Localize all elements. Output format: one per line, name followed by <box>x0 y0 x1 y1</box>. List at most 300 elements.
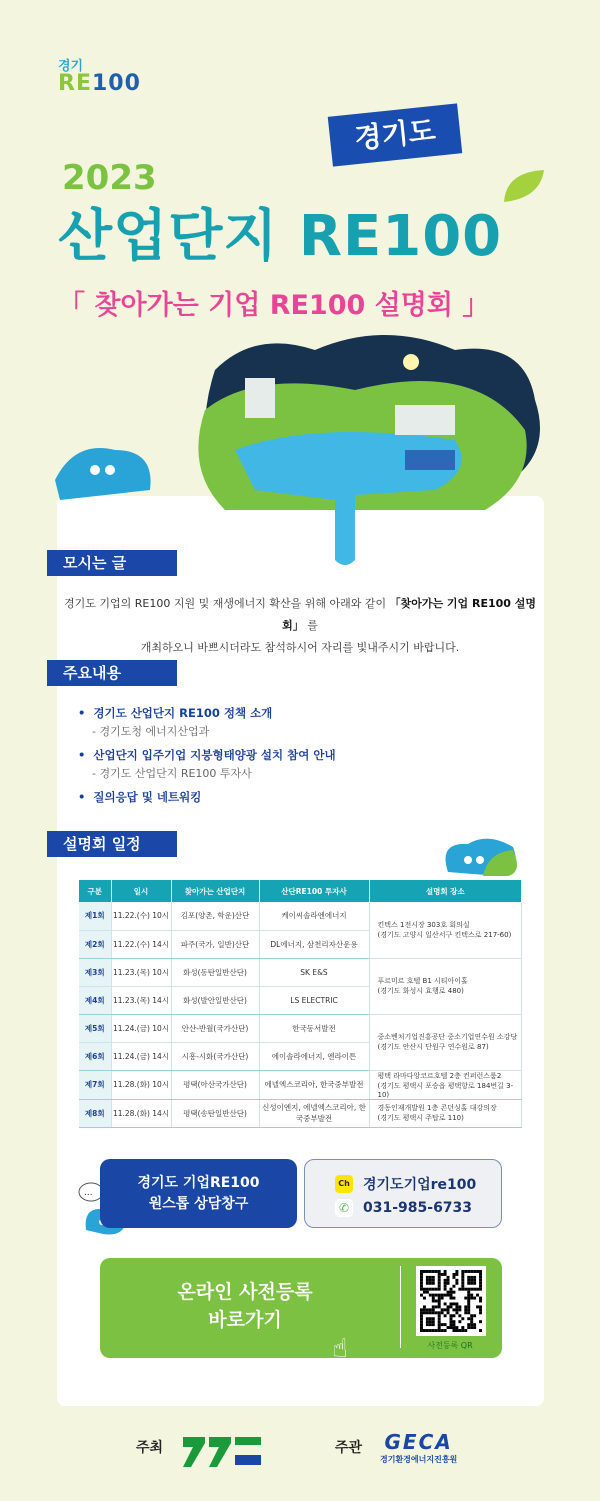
qr-module <box>452 1276 455 1279</box>
qr-module <box>479 1297 482 1300</box>
qr-module <box>438 1305 441 1308</box>
investor: LS ELECTRIC <box>259 986 369 1014</box>
qr-module <box>420 1320 423 1323</box>
item-detail: - 경기도청 에너지산업과 <box>92 725 210 738</box>
qr-module <box>458 1329 461 1332</box>
qr-module <box>464 1297 467 1300</box>
qr-module <box>455 1305 458 1308</box>
qr-module <box>458 1320 461 1323</box>
industrial-landscape-illustration <box>55 320 555 570</box>
venue-address: (경기도 고양시 일산서구 킨텍스로 217-60) <box>377 930 512 939</box>
qr-module <box>438 1300 441 1303</box>
session-datetime: 11.23.(목) 10시 <box>111 958 171 986</box>
year: 2023 <box>62 158 157 198</box>
chat-bubble-dots: ... <box>84 1188 93 1198</box>
phone-number: 031-985-6733 <box>363 1200 473 1216</box>
venue <box>369 1099 522 1127</box>
table-row <box>79 1014 522 1042</box>
qr-module <box>426 1308 429 1311</box>
subtitle: 「 찾아가는 기업 RE100 설명회 」 <box>58 290 490 321</box>
qr-module <box>455 1329 458 1332</box>
leaf-icon <box>500 168 546 204</box>
qr-module <box>467 1317 470 1320</box>
col-header: 구분 <box>79 880 111 902</box>
industrial-complex: 화성(발안일반산단) <box>171 986 259 1014</box>
gyeonggi-province-logo <box>183 1437 263 1467</box>
qr-module <box>420 1273 423 1276</box>
table-row <box>79 902 522 930</box>
qr-module <box>444 1308 447 1311</box>
qr-module <box>455 1326 458 1329</box>
logo-re: RE <box>58 71 92 96</box>
qr-module <box>470 1326 473 1329</box>
venue <box>369 902 522 958</box>
qr-module <box>479 1273 482 1276</box>
qr-module <box>467 1270 470 1273</box>
qr-module <box>470 1279 473 1282</box>
event-name: 「찾아가는 기업 RE100 설명회」 <box>282 597 537 632</box>
qr-module <box>438 1285 441 1288</box>
qr-module <box>464 1288 467 1291</box>
qr-module <box>429 1294 432 1297</box>
qr-module <box>441 1294 444 1297</box>
geca-logo <box>380 1430 457 1465</box>
session-number: 제6회 <box>79 1042 111 1070</box>
qr-module <box>470 1276 473 1279</box>
qr-module <box>450 1297 453 1300</box>
qr-module <box>447 1291 450 1294</box>
section-greeting-heading: 모시는 글 <box>47 550 177 576</box>
qr-module <box>467 1279 470 1282</box>
qr-module <box>429 1317 432 1320</box>
qr-module <box>420 1282 423 1285</box>
qr-module <box>447 1326 450 1329</box>
qr-module <box>450 1326 453 1329</box>
qr-module <box>452 1323 455 1326</box>
qr-module <box>450 1288 453 1291</box>
qr-module <box>479 1320 482 1323</box>
qr-module <box>452 1297 455 1300</box>
qr-module <box>447 1308 450 1311</box>
qr-module <box>438 1294 441 1297</box>
qr-module <box>470 1317 473 1320</box>
qr-module <box>432 1323 435 1326</box>
qr-module <box>450 1320 453 1323</box>
online-registration-button[interactable] <box>100 1258 502 1364</box>
session-number: 제5회 <box>79 1014 111 1042</box>
qr-module <box>452 1291 455 1294</box>
qr-module <box>461 1326 464 1329</box>
greeting-line2: 개최하오니 바쁘시더라도 참석하시어 자리를 빛내주시기 바랍니다. <box>140 641 460 654</box>
qr-module <box>444 1294 447 1297</box>
investor: 케이씨솔라엔에너지 <box>259 902 369 930</box>
qr-module <box>420 1314 423 1317</box>
qr-module <box>447 1294 450 1297</box>
kakao-channel-icon: Ch <box>335 1175 353 1193</box>
greeting-line1: 경기도 기업의 RE100 지원 및 재생에너지 확산을 위해 아래와 같이 <box>63 597 390 610</box>
qr-module <box>450 1323 453 1326</box>
qr-module <box>461 1276 464 1279</box>
session-number: 제4회 <box>79 986 111 1014</box>
qr-module <box>461 1270 464 1273</box>
investor: DL에너지, 삼천리자산운용 <box>259 930 369 958</box>
kakao-channel-name: 경기도기업re100 <box>363 1177 477 1193</box>
qr-module <box>435 1300 438 1303</box>
session-number: 제1회 <box>79 902 111 930</box>
qr-module <box>420 1311 423 1314</box>
qr-module <box>467 1291 470 1294</box>
qr-module <box>455 1273 458 1276</box>
qr-module <box>464 1305 467 1308</box>
qr-module <box>473 1282 476 1285</box>
qr-module <box>432 1305 435 1308</box>
geca-logo-mark: GECA <box>384 1430 453 1454</box>
venue <box>369 958 522 1014</box>
qr-module <box>455 1279 458 1282</box>
qr-module <box>467 1323 470 1326</box>
qr-module <box>444 1329 447 1332</box>
qr-module <box>432 1294 435 1297</box>
qr-module <box>438 1273 441 1276</box>
venue-address: (경기도 평택시 주탑로 110) <box>377 1114 464 1122</box>
session-number: 제2회 <box>79 930 111 958</box>
qr-module <box>435 1288 438 1291</box>
qr-module <box>444 1288 447 1291</box>
session-number: 제8회 <box>79 1099 111 1127</box>
qr-module <box>438 1288 441 1291</box>
qr-module <box>452 1326 455 1329</box>
qr-module <box>461 1317 464 1320</box>
qr-module <box>467 1302 470 1305</box>
qr-module <box>426 1276 429 1279</box>
phone-link[interactable] <box>335 1196 501 1220</box>
qr-module <box>470 1323 473 1326</box>
qr-module <box>444 1314 447 1317</box>
qr-module <box>435 1305 438 1308</box>
onestop-consult-desk-button[interactable] <box>100 1159 297 1228</box>
investor: 신성이엔지, 에넬엑스코리아, 한국중부발전 <box>259 1099 369 1127</box>
investor: 에이솔라에너지, 엔라이튼 <box>259 1042 369 1070</box>
qr-module <box>438 1297 441 1300</box>
item-title: • 산업단지 입주기업 지붕형태양광 설치 참여 안내 <box>78 747 336 763</box>
qr-module <box>479 1300 482 1303</box>
mascot-illustration <box>428 832 523 877</box>
qr-module <box>476 1305 479 1308</box>
col-header: 찾아가는 산업단지 <box>171 880 259 902</box>
qr-module <box>438 1323 441 1326</box>
session-number: 제3회 <box>79 958 111 986</box>
qr-module <box>438 1282 441 1285</box>
qr-module <box>452 1329 455 1332</box>
qr-module <box>444 1273 447 1276</box>
qr-module <box>450 1314 453 1317</box>
greeting-text <box>60 593 540 659</box>
qr-module <box>467 1276 470 1279</box>
item-title: • 질의응답 및 네트워킹 <box>78 789 336 805</box>
qr-module <box>458 1305 461 1308</box>
qr-module <box>426 1291 429 1294</box>
qr-module <box>420 1326 423 1329</box>
greeting-line1-end: 를 <box>303 619 318 632</box>
list-item <box>78 747 336 781</box>
qr-module <box>452 1320 455 1323</box>
logo-mark <box>58 73 141 95</box>
qr-module <box>426 1288 429 1291</box>
qr-module <box>464 1329 467 1332</box>
qr-module <box>470 1320 473 1323</box>
qr-module <box>467 1326 470 1329</box>
qr-module <box>447 1279 450 1282</box>
qr-module <box>467 1294 470 1297</box>
kakao-channel-link[interactable] <box>335 1172 501 1196</box>
industrial-complex: 평택(송탄일반산단) <box>171 1099 259 1127</box>
qr-module <box>473 1297 476 1300</box>
qr-module <box>461 1279 464 1282</box>
session-datetime: 11.22.(수) 14시 <box>111 930 171 958</box>
qr-module <box>450 1291 453 1294</box>
qr-module <box>432 1300 435 1303</box>
qr-module <box>461 1329 464 1332</box>
qr-module <box>423 1270 426 1273</box>
session-datetime: 11.28.(화) 10시 <box>111 1070 171 1099</box>
qr-module <box>447 1276 450 1279</box>
qr-module <box>423 1308 426 1311</box>
qr-module <box>470 1297 473 1300</box>
qr-module <box>473 1326 476 1329</box>
venue <box>369 1014 522 1070</box>
qr-module <box>429 1288 432 1291</box>
col-header: 설명회 장소 <box>369 880 522 902</box>
qr-module <box>470 1270 473 1273</box>
industrial-complex: 김포(양촌, 학운)산단 <box>171 902 259 930</box>
qr-module <box>470 1282 473 1285</box>
industrial-complex: 화성(동탄일반산단) <box>171 958 259 986</box>
qr-module <box>467 1288 470 1291</box>
qr-module <box>467 1311 470 1314</box>
hand-pointer-icon: ☝ <box>332 1334 348 1364</box>
qr-module <box>455 1270 458 1273</box>
venue-address: (경기도 안산시 단원구 연수원로 87) <box>377 1043 489 1051</box>
qr-module <box>479 1329 482 1332</box>
venue-name: 킨텍스 1전시장 303호 회의실 <box>377 920 470 929</box>
qr-module <box>426 1323 429 1326</box>
qr-module <box>470 1288 473 1291</box>
qr-module <box>479 1311 482 1314</box>
table-row <box>79 958 522 986</box>
qr-module <box>435 1311 438 1314</box>
qr-module <box>438 1270 441 1273</box>
qr-module <box>479 1282 482 1285</box>
qr-module <box>420 1329 423 1332</box>
organizer-name: 경기환경에너지진흥원 <box>380 1455 458 1464</box>
schedule-table <box>79 880 522 1128</box>
qr-module <box>455 1282 458 1285</box>
qr-module <box>461 1285 464 1288</box>
qr-label: 사전등록 QR <box>427 1341 473 1350</box>
qr-module <box>444 1285 447 1288</box>
phone-icon: ✆ <box>335 1199 353 1217</box>
qr-module <box>420 1294 423 1297</box>
qr-module <box>479 1305 482 1308</box>
qr-module <box>461 1288 464 1291</box>
qr-module <box>432 1308 435 1311</box>
qr-module <box>476 1288 479 1291</box>
qr-module <box>467 1300 470 1303</box>
venue-name: 중소벤처기업진흥공단 중소기업연수원 소강당 <box>377 1033 518 1041</box>
logo-text: 경기 <box>58 59 84 74</box>
qr-module <box>438 1320 441 1323</box>
qr-module <box>450 1294 453 1297</box>
qr-module <box>438 1279 441 1282</box>
qr-module <box>450 1302 453 1305</box>
qr-module <box>458 1308 461 1311</box>
qr-module <box>450 1305 453 1308</box>
qr-module <box>479 1279 482 1282</box>
qr-module <box>429 1276 432 1279</box>
qr-module <box>447 1305 450 1308</box>
qr-module <box>432 1279 435 1282</box>
page-title: 산업단지 RE100 <box>58 204 503 269</box>
qr-module <box>435 1294 438 1297</box>
venue <box>369 1070 522 1099</box>
qr-module <box>420 1317 423 1320</box>
qr-module <box>473 1288 476 1291</box>
host-label: 주최 <box>136 1440 164 1456</box>
venue-name: 경동인재개발원 1층 콘던싱홀 대강의장 <box>377 1104 497 1112</box>
qr-module <box>452 1314 455 1317</box>
industrial-complex: 안산-반월(국가산단) <box>171 1014 259 1042</box>
qr-module <box>429 1323 432 1326</box>
qr-module <box>452 1273 455 1276</box>
qr-module <box>464 1270 467 1273</box>
qr-module <box>455 1302 458 1305</box>
qr-module <box>467 1282 470 1285</box>
qr-module <box>432 1276 435 1279</box>
qr-module <box>426 1270 429 1273</box>
qr-module <box>426 1282 429 1285</box>
qr-module <box>447 1282 450 1285</box>
section-contents-heading: 주요내용 <box>47 660 177 686</box>
qr-module <box>452 1308 455 1311</box>
qr-module <box>429 1279 432 1282</box>
qr-module <box>438 1314 441 1317</box>
qr-module <box>423 1291 426 1294</box>
qr-module <box>432 1329 435 1332</box>
register-line2: 바로가기 <box>208 1309 282 1331</box>
investor: 한국동서발전 <box>259 1014 369 1042</box>
qr-module <box>432 1288 435 1291</box>
list-item <box>78 705 336 739</box>
investor: SK E&S <box>259 958 369 986</box>
col-header: 일시 <box>111 880 171 902</box>
qr-module <box>441 1329 444 1332</box>
qr-module <box>423 1311 426 1314</box>
session-number: 제7회 <box>79 1070 111 1099</box>
qr-module <box>464 1311 467 1314</box>
qr-module <box>476 1270 479 1273</box>
qr-module <box>420 1323 423 1326</box>
qr-module <box>420 1279 423 1282</box>
gyeonggi-banner: 경기도 <box>328 103 463 166</box>
qr-module <box>473 1323 476 1326</box>
qr-module <box>461 1282 464 1285</box>
qr-module <box>444 1270 447 1273</box>
item-title: • 경기도 산업단지 RE100 정책 소개 <box>78 705 336 721</box>
qr-module <box>441 1273 444 1276</box>
qr-module <box>438 1329 441 1332</box>
qr-module <box>432 1311 435 1314</box>
qr-module <box>447 1311 450 1314</box>
desk-line1: 경기도 기업RE100 <box>137 1175 260 1191</box>
qr-module <box>426 1320 429 1323</box>
qr-module <box>467 1305 470 1308</box>
table-header-row <box>79 880 522 902</box>
qr-module <box>429 1311 432 1314</box>
qr-module <box>458 1314 461 1317</box>
qr-module <box>426 1329 429 1332</box>
qr-module <box>444 1279 447 1282</box>
venue-name: 푸르미르 호텔 B1 시티아이홀 <box>377 977 468 985</box>
qr-code[interactable] <box>416 1266 486 1336</box>
qr-module <box>420 1308 423 1311</box>
qr-module <box>429 1270 432 1273</box>
qr-module <box>432 1270 435 1273</box>
industrial-complex: 평택(아산국가산단) <box>171 1070 259 1099</box>
session-datetime: 11.24.(금) 10시 <box>111 1014 171 1042</box>
qr-module <box>438 1311 441 1314</box>
qr-module <box>476 1294 479 1297</box>
investor: 에넬엑스코리아, 한국중부발전 <box>259 1070 369 1099</box>
table-row <box>79 1070 522 1099</box>
gyeonggi-re100-logo <box>58 60 141 95</box>
qr-module <box>444 1323 447 1326</box>
qr-module <box>441 1311 444 1314</box>
qr-module <box>438 1317 441 1320</box>
qr-module <box>423 1297 426 1300</box>
organizer-label: 주관 <box>335 1440 363 1456</box>
qr-module <box>438 1302 441 1305</box>
qr-module <box>438 1276 441 1279</box>
qr-module <box>426 1311 429 1314</box>
qr-module <box>432 1317 435 1320</box>
qr-module <box>432 1297 435 1300</box>
contents-list <box>78 705 336 813</box>
session-datetime: 11.24.(금) 14시 <box>111 1042 171 1070</box>
qr-module <box>467 1308 470 1311</box>
qr-module <box>420 1285 423 1288</box>
qr-module <box>479 1288 482 1291</box>
qr-module <box>423 1288 426 1291</box>
item-detail: - 경기도 산업단지 RE100 투자사 <box>92 767 252 780</box>
qr-module <box>444 1302 447 1305</box>
qr-module <box>432 1320 435 1323</box>
qr-module <box>450 1317 453 1320</box>
industrial-complex: 시흥-시화(국가산단) <box>171 1042 259 1070</box>
qr-module <box>444 1282 447 1285</box>
qr-module <box>429 1282 432 1285</box>
qr-module <box>420 1276 423 1279</box>
qr-module <box>441 1297 444 1300</box>
qr-module <box>423 1305 426 1308</box>
session-datetime: 11.23.(목) 14시 <box>111 986 171 1014</box>
qr-module <box>441 1308 444 1311</box>
qr-module <box>458 1288 461 1291</box>
qr-module <box>429 1308 432 1311</box>
session-datetime: 11.22.(수) 10시 <box>111 902 171 930</box>
qr-module <box>470 1294 473 1297</box>
qr-module <box>429 1329 432 1332</box>
qr-module <box>479 1276 482 1279</box>
